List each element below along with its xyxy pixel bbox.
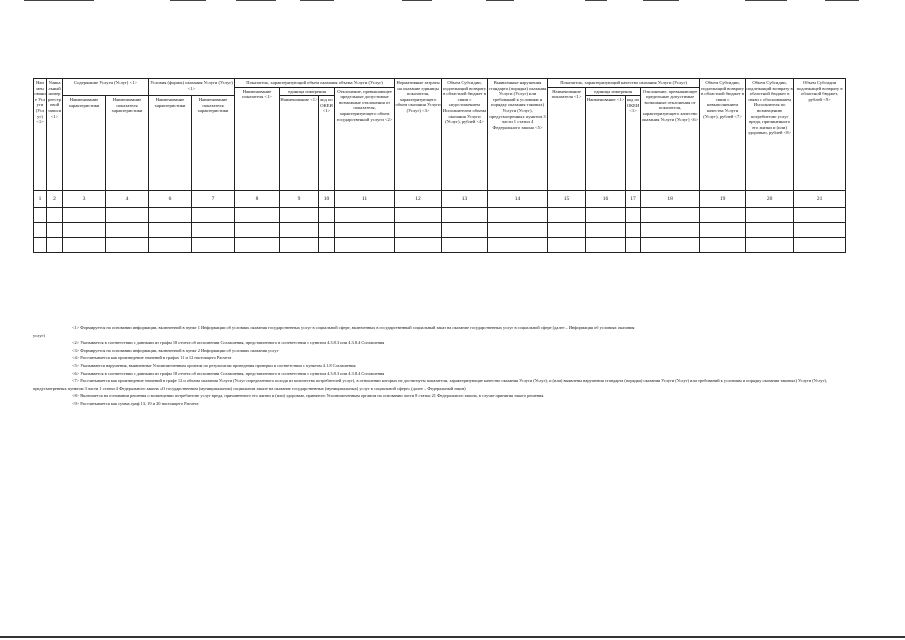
footnotes <box>33 324 848 408</box>
footnote: <6> Указывается в соответствии с данными из графы 18 отчета об исполнении Соглашения, представленного в соответствии с пунктом 4.3.8.3 или 4.3.8.4 Соглашения <box>72 370 385 376</box>
col-violations-header: Выявленные нарушения стандарта (порядка) оказания Услуги (Услуг) или требований к условиям и порядку оказания таковых) Услуги (Услуг), предусмотренных пунктом 3 части 1 статьи 4 Федерального закона <5> <box>488 79 548 191</box>
column-number: 3 <box>63 191 106 208</box>
footnote: <4> Рассчитывается как произведение значений в графах 11 и 12 настоящего Расчета <box>72 355 232 361</box>
col-subsidy-return-harm-header: Объем Субсидии, подлежащий возврату в областной бюджет в связи с обоснованием Исполнителя по возмещению потребителю услуг вреда, причиненного его жизни и (или) здоровью, рублей <8> <box>746 79 794 191</box>
quality-unit-name-header: Наименование <1> <box>586 96 626 191</box>
column-number: 4 <box>106 191 149 208</box>
bottom-edge-line <box>0 636 905 638</box>
volume-unit-name-header: Наименование <1> <box>280 96 319 191</box>
col-subsidy-return-quality-header: Объем Субсидии, подлежащий возврату в областной бюджет в связи с невыполнением качества Услуги (Услуг), рублей <7> <box>700 79 746 191</box>
group-quality-indicator-header: Показатель, характеризующий качество оказания Услуги (Услуг) <box>548 79 700 88</box>
column-number: 11 <box>335 191 395 208</box>
volume-deviation-header: Отклонение, превышающее предельные допустимые возможные отклонения от показателя, характеризующего объем государственной услуги <2> <box>335 87 395 191</box>
column-number: 19 <box>700 191 746 208</box>
quality-unit-group-header: единица измерения <box>586 87 641 96</box>
footnote: <2> Указывается в соответствии с данными из графы 18 отчета об исполнении Соглашения, представленного в соответствии с пунктом 4.3.8.3 или 4.3.8.4 Соглашения <box>72 340 385 346</box>
col-service-name-header: Наи мен овани е Усл уги (Усл уг) <1> <box>34 79 47 191</box>
group-volume-indicator-header: Показатель, характеризующий объем оказания объема Услуги (Услуг) <box>235 79 395 88</box>
column-number: 8 <box>235 191 280 208</box>
column-number: 13 <box>442 191 488 208</box>
col-registry-number-header: Уника льный номер реестр овой записи <1> <box>47 79 63 191</box>
col-normative-costs-header: Нормативные затраты на оказание единицы показателя, характеризующего объем оказания Услуги (Услуг) <3> <box>395 79 442 191</box>
column-number: 2 <box>47 191 63 208</box>
column-number: 18 <box>641 191 700 208</box>
content-characteristic-name-header: Наименование характеристики <box>63 96 106 191</box>
quality-unit-okei-header: код по ОКЕИ <1> <box>626 96 641 191</box>
footnote: услуг) <box>33 332 45 338</box>
column-number: 17 <box>626 191 641 208</box>
footnote: <5> Указываются нарушения, выявленные Уполномоченным органом по результатам проведения проверки в соответствии с пунктом 4.1.8 Соглашения <box>72 362 356 368</box>
footnote: <8> Включается на основании решения о возмещении потребителю услуг вреда, причиненного его жизни и (или) здоровью, принятого Уполномоченным органом на основании части 8 статьи 21 Федерального закона, в случае принятия такого решения <box>72 393 544 399</box>
column-number: 15 <box>548 191 586 208</box>
column-number: 20 <box>746 191 794 208</box>
conditions-indicator-name-header: Наименование показателя характеристики <box>192 96 235 191</box>
table-row <box>34 238 846 253</box>
column-number: 12 <box>395 191 442 208</box>
footnote: <7> Рассчитывается как произведение значений в графе 12 и объема оказания Услуги (Услуг определенного исходя из количества потребителей услуг), в отношении которых не достигнуты показатели, характеризующие качество оказания Услуги (Услуг), и (или) выявлены нарушения стандарта (порядка) оказания Услуги (Услуг) или требований к условиям и порядку оказания таковых) Услуги (Услуг), предусмотренных пунктом 3 части 1 статьи 4 Федерального закона «О государственном (муниципальном) социальном заказе на оказание государственных (муниципальных) услуг в социальной сфере» (далее – Федеральный закон) <box>33 378 827 391</box>
conditions-characteristic-name-header: Наименование характеристики <box>149 96 192 191</box>
footnote: <1> Формируется на основании информации, включенной в пункт 1 Информации об условиях оказания государственных услуг в социальной сфере, включенных в государственный социальный заказ на оказание государственных услуг в социальной сфере (далее – Информация об условиях оказания <box>72 325 635 330</box>
quality-indicator-name-header: Наименование показателя <1> <box>548 87 586 191</box>
column-number: 21 <box>794 191 846 208</box>
column-number: 6 <box>149 191 192 208</box>
footnote: <3> Формируется на основании информации, включенной в пункт 2 Информации об условиях оказания услуг <box>72 347 279 353</box>
column-numbers-row <box>34 191 846 208</box>
volume-unit-group-header: единица измерения <box>280 87 335 96</box>
col-subsidy-return-volume-header: Объем Субсидии, подлежащий возврату в областной бюджет в связи с недостижением Исполнителем объема оказания Услуги (Услуг), рублей <4> <box>442 79 488 191</box>
column-number: 14 <box>488 191 548 208</box>
group-content-header: Содержание Услуги (Услуг) <1> <box>63 79 149 96</box>
header-row-1 <box>34 79 846 88</box>
table-row <box>34 223 846 238</box>
table-row <box>34 208 846 223</box>
column-number: 10 <box>319 191 335 208</box>
quality-deviation-header: Отклонение, превышающее предельные допустимые возможные отклонения от показателя, характеризующего качество оказания Услуги (Услуг) <6> <box>641 87 700 191</box>
top-edge-marks <box>0 0 905 2</box>
footnote: <9> Рассчитывается как сумма граф 13, 19 и 20 настоящего Расчета <box>72 400 199 406</box>
col-subsidy-return-total-header: Объем Субсидии подлежащей возврату в областной бюджет, рублей <9> <box>794 79 846 191</box>
group-conditions-header: Условия (формы) оказания Услуги (Услуг) <1> <box>149 79 235 96</box>
subsidy-return-calculation-table <box>33 78 846 253</box>
volume-indicator-name-header: Наименование показателя <1> <box>235 87 280 191</box>
column-number: 9 <box>280 191 319 208</box>
column-number: 16 <box>586 191 626 208</box>
column-number: 1 <box>34 191 47 208</box>
content-indicator-name-header: Наименование показателя характеристики <box>106 96 149 191</box>
volume-unit-okei-header: код по ОКЕИ <1> <box>319 96 335 191</box>
column-number: 7 <box>192 191 235 208</box>
